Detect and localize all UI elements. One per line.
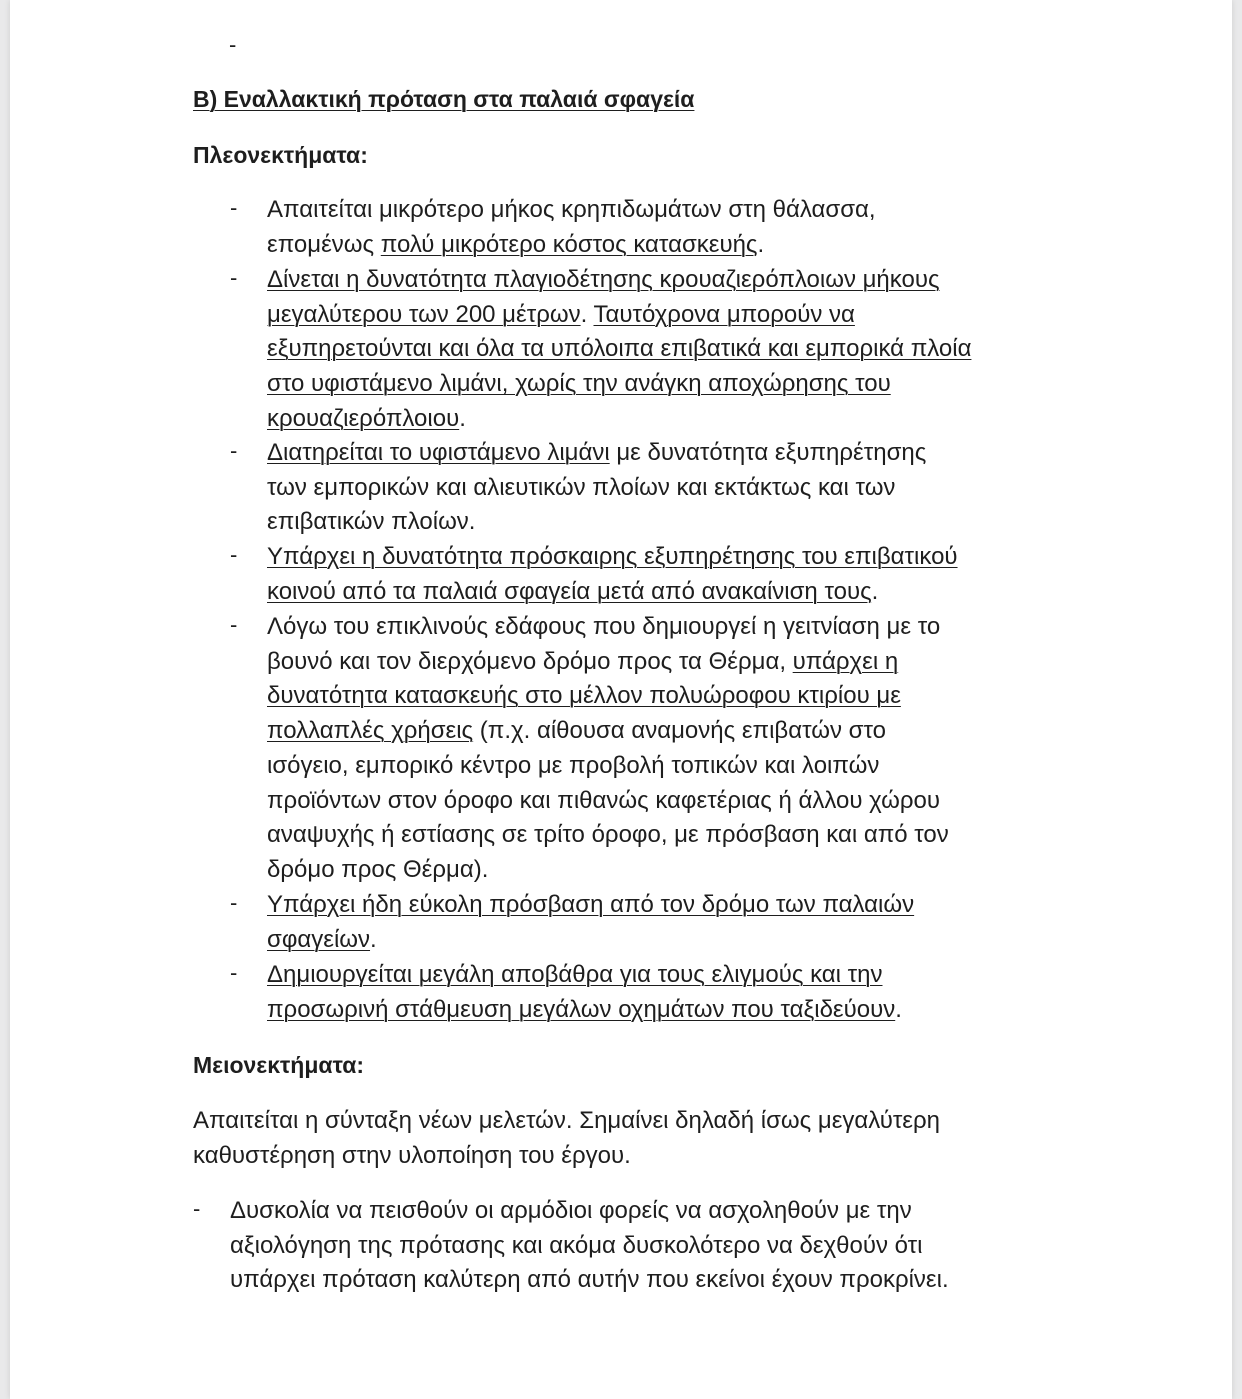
underlined-text: μεγαλύτερου των 200 μέτρων bbox=[267, 300, 581, 328]
list-dash: - bbox=[230, 265, 238, 290]
list-item-line bbox=[267, 471, 926, 506]
list-dash: - bbox=[230, 438, 238, 463]
underlined-text: Υπάρχει ήδη εύκολη πρόσβαση από τον δρόμο των παλαιών bbox=[267, 891, 915, 918]
text-run: δρόμο προς Θέρμα). bbox=[267, 855, 489, 883]
underlined-text: πολλαπλές χρήσεις bbox=[267, 717, 474, 745]
underlined-text: δυνατότητα κατασκευής στο μέλλον πολυώροφου κτιρίου με bbox=[267, 682, 901, 710]
list-item-line bbox=[267, 749, 949, 784]
list-dash: - bbox=[230, 195, 238, 220]
text-run: Απαιτείται μικρότερο μήκος κρηπιδωμάτων στη θάλασσα, bbox=[267, 196, 876, 223]
list-item-line bbox=[267, 228, 876, 263]
list-item-line: Δυσκολία να πεισθούν οι αρμόδιοι φορείς να ασχοληθούν με την bbox=[230, 1197, 912, 1224]
text-run: . bbox=[871, 577, 879, 605]
section-title: B) Εναλλακτική πρόταση στα παλαιά σφαγεία bbox=[193, 86, 695, 112]
underlined-text: σφαγείων bbox=[267, 925, 371, 953]
list-item-line bbox=[267, 958, 902, 993]
text-run: επιβατικών πλοίων. bbox=[267, 508, 476, 536]
disadvantages-heading: Μειονεκτήματα: bbox=[193, 1052, 364, 1078]
advantage-item bbox=[267, 263, 971, 437]
list-item-line bbox=[267, 923, 914, 958]
text-run: (π.χ. αίθουσα αναμονής επιβατών στο bbox=[473, 717, 886, 745]
underlined-text: στο υφιστάμενο λιμάνι, χωρίς την ανάγκη αποχώρησης του bbox=[267, 370, 891, 398]
list-item-line bbox=[267, 436, 926, 471]
advantage-item bbox=[267, 540, 958, 609]
list-item-line bbox=[267, 402, 971, 437]
list-item-line: αξιολόγηση της πρότασης και ακόμα δυσκολότερο να δεχθούν ότι bbox=[230, 1231, 923, 1259]
paragraph-line: Απαιτείται η σύνταξη νέων μελετών. Σημαίνει δηλαδή ίσως μεγαλύτερη bbox=[193, 1107, 940, 1134]
list-item-line bbox=[267, 714, 949, 749]
list-item-line bbox=[267, 332, 971, 367]
list-item-line bbox=[267, 263, 971, 298]
underlined-text: εξυπηρετούνται και όλα τα υπόλοιπα επιβατικά και εμπορικά πλοία bbox=[267, 335, 972, 363]
top-dash: - bbox=[229, 32, 237, 57]
underlined-text: Δημιουργείται μεγάλη αποβάθρα για τους ελιγμούς και την bbox=[267, 961, 883, 988]
text-run: . bbox=[580, 300, 594, 328]
list-item-line bbox=[267, 193, 876, 228]
text-run: . bbox=[895, 995, 902, 1023]
list-item-line bbox=[267, 888, 914, 923]
underlined-text: κοινού από τα παλαιά σφαγεία μετά από ανακαίνιση τους bbox=[267, 577, 872, 605]
list-item-line: υπάρχει πρόταση καλύτερη από αυτήν που εκείνοι έχουν προκρίνει. bbox=[230, 1266, 949, 1294]
text-run: Λόγω του επικλινούς εδάφους που δημιουργεί η γειτνίαση με το bbox=[267, 613, 941, 640]
disadvantage-item bbox=[230, 1194, 949, 1298]
text-run: προϊόντων στον όροφο και πιθανώς καφετέριας ή άλλου χώρου bbox=[267, 786, 940, 814]
underlined-text: πολύ μικρότερο κόστος κατασκευής bbox=[380, 230, 758, 258]
text-run: επομένως bbox=[267, 230, 381, 258]
list-item-line bbox=[267, 505, 926, 540]
advantage-item bbox=[267, 958, 902, 1027]
list-dash: - bbox=[230, 960, 238, 985]
list-item-line bbox=[267, 818, 949, 853]
list-item-line bbox=[267, 993, 902, 1028]
text-run: των εμπορικών και αλιευτικών πλοίων και εκτάκτως και των bbox=[267, 473, 896, 501]
text-run: με δυνατότητα εξυπηρέτησης bbox=[609, 439, 927, 466]
underlined-text: Διατηρείται το υφιστάμενο λιμάνι bbox=[267, 439, 610, 466]
list-dash: - bbox=[230, 612, 238, 637]
text-run: βουνό και τον διερχόμενο δρόμο προς τα Θέρμα, bbox=[267, 647, 793, 675]
list-item-line bbox=[267, 575, 958, 610]
underlined-text: κρουαζιερόπλοιου bbox=[267, 404, 460, 432]
underlined-text: υπάρχει η bbox=[792, 647, 899, 675]
list-item-line bbox=[267, 784, 949, 819]
advantage-item bbox=[267, 193, 876, 262]
text-run: . bbox=[459, 404, 466, 432]
list-item-line bbox=[267, 853, 949, 888]
text-run: . bbox=[757, 230, 765, 258]
disadvantages-paragraph bbox=[193, 1104, 940, 1173]
underlined-text: Δίνεται η δυνατότητα πλαγιοδέτησης κρουαζιερόπλοιων μήκους bbox=[267, 266, 940, 293]
text-run: ισόγειο, εμπορικό κέντρο με προβολή τοπικών και λοιπών bbox=[267, 751, 880, 779]
list-item-line bbox=[267, 610, 949, 645]
paragraph-line: καθυστέρηση στην υλοποίηση του έργου. bbox=[193, 1141, 631, 1169]
text-run: αναψυχής ή εστίασης σε τρίτο όροφο, με πρόσβαση και από τον bbox=[267, 821, 949, 849]
underlined-text: προσωρινή στάθμευση μεγάλων οχημάτων που ταξιδεύουν bbox=[267, 995, 896, 1023]
document-page bbox=[10, 0, 1232, 1399]
list-item-line bbox=[267, 645, 949, 680]
advantages-heading: Πλεονεκτήματα: bbox=[193, 142, 368, 168]
list-dash: - bbox=[193, 1196, 201, 1221]
underlined-text: Υπάρχει η δυνατότητα πρόσκαιρης εξυπηρέτησης του επιβατικού bbox=[267, 543, 958, 570]
underlined-text: Ταυτόχρονα μπορούν να bbox=[593, 300, 855, 328]
list-item-line bbox=[267, 367, 971, 402]
text-run: . bbox=[370, 925, 377, 953]
advantage-item bbox=[267, 888, 914, 957]
advantage-item bbox=[267, 610, 949, 888]
list-item-line bbox=[267, 679, 949, 714]
list-item-line bbox=[267, 298, 971, 333]
advantage-item bbox=[267, 436, 926, 540]
list-dash: - bbox=[230, 890, 238, 915]
list-dash: - bbox=[230, 542, 238, 567]
list-item-line bbox=[267, 540, 958, 575]
